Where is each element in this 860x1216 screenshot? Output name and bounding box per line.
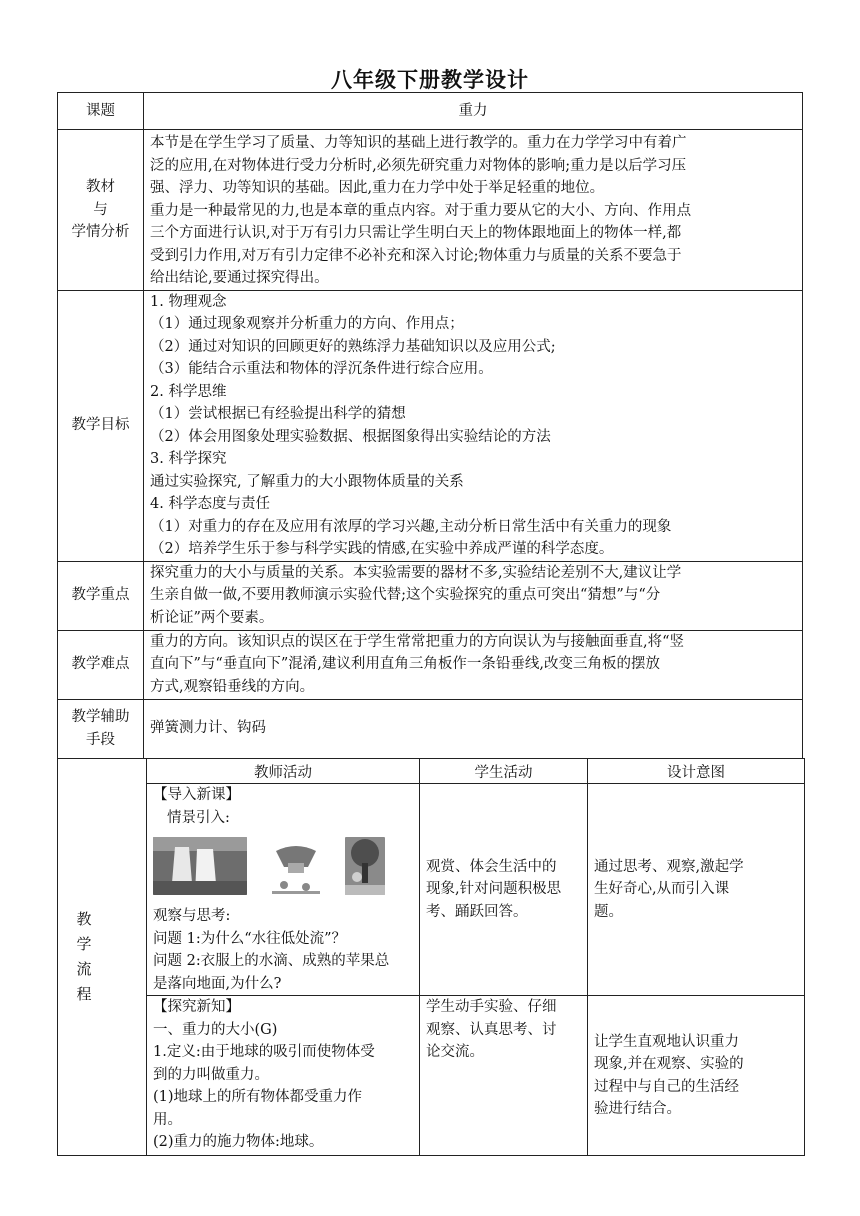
water-drop-image: [268, 841, 324, 895]
teacher-activity-intro: 【导入新课】 情景引入: 观察与思考: 问题 1:为什么“水往低处流”？ 问题 2:衣服上的水滴、成熟的苹果总 是落向地面,为什么?: [147, 784, 420, 996]
student-activity-intro: 观赏、体会生活中的 现象,针对问题积极思 考、踊跃回答。: [420, 784, 588, 996]
difficulties-content: 重力的方向。该知识点的误区在于学生常常把重力的方向误认为与接触面垂直,将“竖 直向下”与“垂直向下”混淆,建议利用直角三角板作一条铅垂线,改变三角板的摆放 方式,观察铅垂线的方向。: [144, 630, 803, 699]
header-intent: 设计意图: [588, 759, 805, 784]
lesson-info-table: [57, 92, 803, 759]
teaching-flow-table: [57, 758, 805, 1156]
design-intent-explore: 让学生直观地认识重力 现象,并在观察、实验的 过程中与自己的生活经 验进行结合。: [588, 996, 805, 1156]
flow-side-label: 教 学 流 程: [58, 759, 147, 1156]
student-activity-explore: 学生动手实验、仔细 观察、认真思考、讨 论交流。: [420, 996, 588, 1156]
key-points-label: 教学重点: [58, 561, 144, 630]
analysis-content: 本节是在学生学习了质量、力等知识的基础上进行教学的。重力在力学学习中有着广 泛的应用,在对物体进行受力分析时,必须先研究重力对物体的影响;重力是以后学习压 强、浮力、功等知识的基础。因此,重力在力学中处于举足轻重的地位。 重力是一种最常见的力,也是本章的重点内容。对于重力要从它的大小、方向、作用点 三个方面进行认识,对于万有引力只需让学生明白天上的物体跟地面上的物体一样,都 受到引力作用,对万有引力定律不必补充和深入讨论;物体重力与质量的关系不要急于 给出结论,要通过探究得出。: [144, 130, 803, 291]
document-title: 八年级下册教学设计: [331, 67, 529, 92]
difficulties-label: 教学难点: [58, 630, 144, 699]
design-intent-intro: 通过思考、观察,激起学 生好奇心,从而引入课 题。: [588, 784, 805, 996]
waterfall-image: [153, 837, 247, 895]
analysis-label: 教材 与 学情分析: [58, 130, 144, 291]
apple-tree-image: [345, 837, 385, 895]
goals-content: 1. 物理观念 （1）通过现象观察并分析重力的方向、作用点； （2）通过对知识的回顾更好的熟练浮力基础知识以及应用公式; （3）能结合示重法和物体的浮沉条件进行综合应用。 2. 科学思维 （1）尝试根据已有经验提出科学的猜想 （2）体会用图象处理实验数据、根据图象得出实验结论的方法 3. 科学探究 通过实验探究, 了解重力的大小跟物体质量的关系 4. 科学态度与责任 （1）对重力的存在及应用有浓厚的学习兴趣,主动分析日常生活中有关重力的现象 （2）培养学生乐于参与科学实践的情感,在实验中养成严谨的科学态度。: [144, 290, 803, 561]
key-points-content: 探究重力的大小与质量的关系。本实验需要的器材不多,实验结论差别不大,建议让学 生亲自做一做,不要用教师演示实验代替;这个实验探究的重点可突出“猜想”与“分 析论证”两个要素。: [144, 561, 803, 630]
header-student: 学生活动: [420, 759, 588, 784]
goals-label: 教学目标: [58, 290, 144, 561]
header-teacher: 教师活动: [147, 759, 420, 784]
topic-value: 重力: [144, 93, 803, 130]
aids-content: 弹簧测力计、钩码: [144, 699, 803, 758]
topic-label: 课题: [58, 93, 144, 130]
teacher-activity-explore: 【探究新知】 一、重力的大小(G) 1.定义:由于地球的吸引而使物体受 到的力叫做重力。 (1)地球上的所有物体都受重力作 用。 (2)重力的施力物体:地球。: [147, 996, 420, 1156]
aids-label: 教学辅助 手段: [58, 699, 144, 758]
scene-images: [153, 837, 413, 899]
